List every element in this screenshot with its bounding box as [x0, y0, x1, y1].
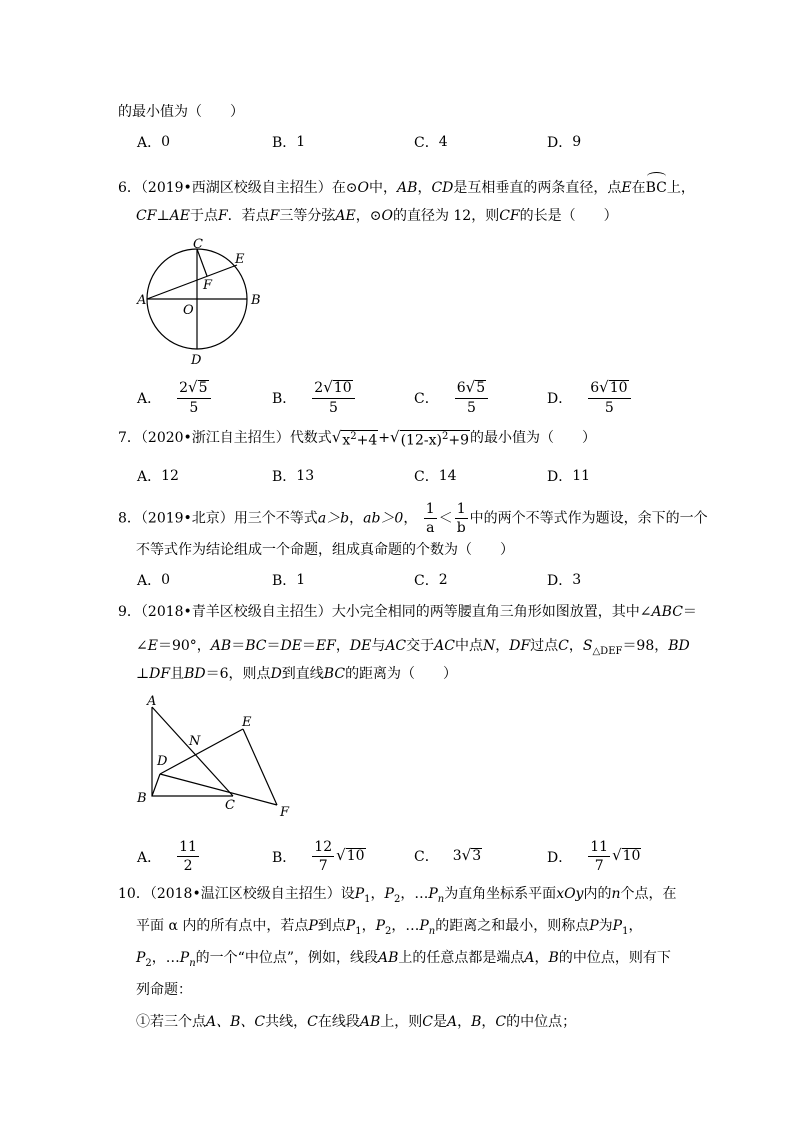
q10-line-3: $P_2$，$\dots P_n$的一个“中位点”，例如，线段AB上的任意点都是端点A，B的中位点，则有下 [136, 950, 671, 969]
label-f: F [280, 805, 290, 820]
chord-ae [147, 265, 237, 299]
segment-bd [152, 774, 160, 796]
label-d: D [157, 754, 168, 769]
q9-line-1: 9．（2018•青羊区校级自主招生）大小完全相同的两等腰直角三角形如图放置，其中∠ABC＝ [118, 604, 697, 620]
q8-options [0, 570, 794, 600]
option-b[interactable]: B． $\frac{12}{7}$ √ 10 [272, 839, 365, 874]
segment-de [160, 729, 243, 774]
option-a[interactable]: A． 2 √ 5 5 [137, 380, 213, 415]
q10-line-2: 平面 α 内的所有点中，若点P到点$P_1$，$P_2$，$\dots P_n$的距离之和最小，则称点P为$P_1$， [136, 918, 643, 937]
option-c[interactable]: C． 2 [414, 572, 448, 589]
label-e: E [235, 252, 245, 267]
q6-line-1: 6．（2019•西湖区校级自主招生）在⊙O中，AB，CD是互相垂直的两条直径，点E在BC上， [118, 172, 695, 198]
q6-options [0, 378, 794, 417]
label-n: N [189, 734, 201, 749]
label-e: E [242, 715, 252, 730]
option-a[interactable]: A． 12 [137, 468, 179, 485]
q10-line-4: 列命题： [136, 982, 192, 998]
option-c[interactable]: C． 3 √ 3 [414, 845, 482, 865]
q8-line-1: 8．（2019•北京）用三个不等式a＞b，ab＞0， $\frac{1}{a}$ ＜ $\frac{1}{b}$ 中的两个不等式作为题设，余下的一个 [118, 501, 708, 536]
option-c[interactable]: C． 6 √ 5 5 [414, 380, 490, 415]
label-c: C [225, 798, 235, 813]
label-f: F [203, 278, 213, 293]
label-b: B [251, 293, 261, 308]
label-a: A [137, 293, 147, 308]
label-o: O [183, 303, 194, 318]
q5-options [0, 132, 794, 162]
q6-circle-figure [130, 236, 270, 370]
q10-line-5: ①若三个点A、B、C共线，C在线段AB上，则C是A，B，C的中位点； [136, 1014, 577, 1030]
option-d[interactable]: D． 9 [547, 134, 582, 151]
option-c[interactable]: C． 4 [414, 134, 448, 151]
option-d[interactable]: D． 3 [547, 572, 582, 589]
radical-1: √ $x^2+4$ [331, 428, 378, 449]
option-b[interactable]: B． 2 √ 10 5 [272, 380, 357, 415]
fraction-1-over-a: $\frac{1}{a}$ [425, 501, 435, 536]
q7-options [0, 466, 794, 496]
option-a[interactable]: A． 0 [137, 134, 171, 151]
label-d: D [191, 353, 202, 368]
segment-ef [243, 729, 277, 805]
q9-options [0, 838, 794, 874]
option-a[interactable]: A． $\frac{11}{2}$ [137, 839, 197, 874]
label-c: C [193, 237, 203, 252]
option-d[interactable]: D． 6 √ 10 5 [547, 380, 633, 415]
label-b: B [137, 791, 147, 806]
option-b[interactable]: B． 1 [272, 572, 306, 589]
label-a: A [147, 694, 157, 709]
option-b[interactable]: B． 1 [272, 134, 306, 151]
option-a[interactable]: A． 0 [137, 572, 171, 589]
option-b[interactable]: B． 13 [272, 468, 315, 485]
arc-bc: BC [646, 172, 667, 198]
intro-text: 的最小值为（ ） [118, 104, 244, 120]
option-d[interactable]: D． 11 [547, 468, 591, 485]
segment-cf [197, 249, 207, 276]
q7-line-1: 7．（2020•浙江自主招生）代数式 √ $x^2+4$ + √ $(12-x)^2+9$ 的最小值为（ ） [118, 428, 596, 449]
segment-df [160, 774, 277, 805]
option-c[interactable]: C． 14 [414, 468, 457, 485]
q6-line-2: CF⊥AE于点F．若点F三等分弦AE，⊙O的直径为 12，则CF的长是（ ） [136, 208, 618, 224]
q9-triangles-figure [130, 692, 300, 822]
fraction-1-over-b: $\frac{1}{b}$ [456, 501, 466, 536]
q10-line-1: 10．（2018•温江区校级自主招生）设$P_1$，$P_2$，$\dots P_n$为直角坐标系平面xOy内的n个点，在 [118, 886, 677, 905]
q9-line-2: ∠E＝90°，AB＝BC＝DE＝EF，DE与AC交于AC中点N，DF过点C，$S_{\triangle DEF}=98$，BD [136, 638, 690, 657]
q8-line-2: 不等式作为结论组成一个命题，组成真命题的个数为（ ） [136, 542, 514, 558]
radical-2: √ $(12-x)^2+9$ [390, 428, 469, 449]
q9-line-3: ⊥DF且BD＝6，则点D到直线BC的距离为（ ） [136, 666, 458, 682]
option-d[interactable]: D． $\frac{11}{7}$ √ 10 [547, 839, 641, 874]
